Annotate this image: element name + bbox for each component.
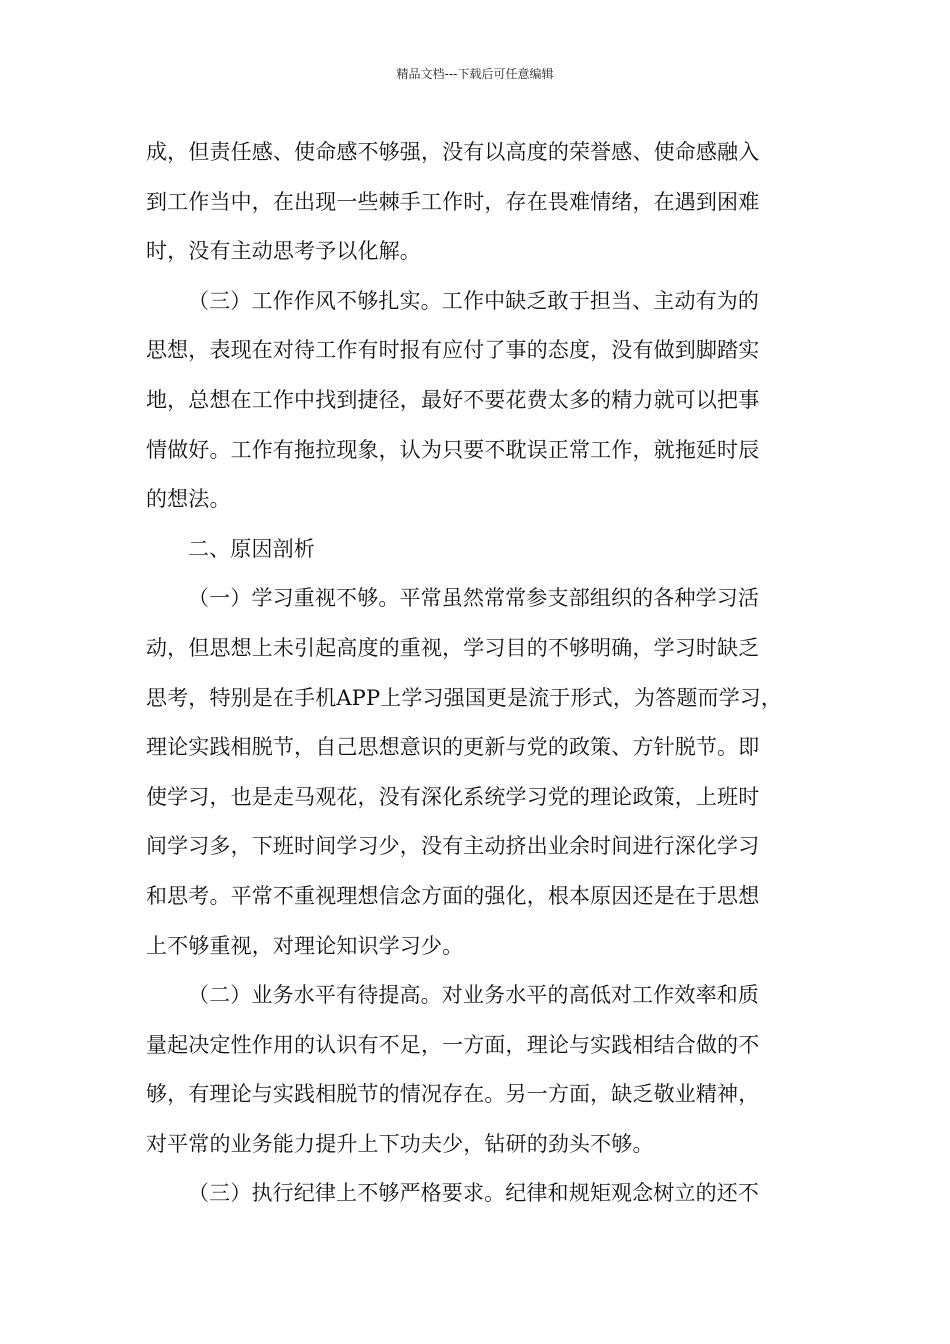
text-line: 的想法。 [146,487,231,512]
text-line: 间学习多，下班时间学习少，没有主动挤出业余时间进行深化学习 [146,834,760,859]
text-line: 思考，特别是在手机APP上学习强国更是流于形式，为答题而学习， [146,685,783,710]
text-line: 成，但责任感、使命感不够强，没有以高度的荣誉感、使命感融入 [146,140,760,164]
text-line: 情做好。工作有拖拉现象，认为只要不耽误正常工作，就拖延时辰 [146,437,760,462]
paragraph-first-line: （三）工作作风不够扎实。工作中缺乏敢于担当、主动有为的 [188,288,760,313]
paragraph-first-line: 二、原因剖析 [188,536,315,561]
text-line: 够，有理论与实践相脱节的情况存在。另一方面，缺乏敬业精神， [146,1082,760,1107]
page-header: 精品文档---下载后可任意编辑 [396,67,554,81]
paragraph-first-line: （三）执行纪律上不够严格要求。纪律和规矩观念树立的还不 [188,1181,760,1206]
text-line: 和思考。平常不重视理想信念方面的强化，根本原因还是在于思想 [146,883,760,908]
text-line: 地，总想在工作中找到捷径，最好不要花费太多的精力就可以把事 [146,387,760,412]
text-line: 量起决定性作用的认识有不足，一方面，理论与实践相结合做的不 [146,1032,760,1057]
text-line: 到工作当中，在出现一些棘手工作时，存在畏难情绪，在遇到困难 [146,189,760,214]
paragraph-first-line: （一）学习重视不够。平常虽然常常参支部组织的各种学习活 [188,586,760,611]
text-line: 时，没有主动思考予以化解。 [146,239,421,264]
paragraph-first-line: （二）业务水平有待提高。对业务水平的高低对工作效率和质 [188,983,760,1008]
text-line: 对平常的业务能力提升上下功夫少，钻研的劲头不够。 [146,1131,654,1156]
text-line: 使学习，也是走马观花，没有深化系统学习党的理论政策，上班时 [146,784,760,809]
text-line: 思想，表现在对待工作有时报有应付了事的态度，没有做到脚踏实 [146,338,760,363]
text-line: 上不够重视，对理论知识学习少。 [146,933,464,958]
document-body [146,128,806,1219]
text-line: 动，但思想上未引起高度的重视，学习目的不够明确，学习时缺乏 [146,635,760,660]
text-line: 理论实践相脱节，自己思想意识的更新与党的政策、方针脱节。即 [146,735,760,760]
